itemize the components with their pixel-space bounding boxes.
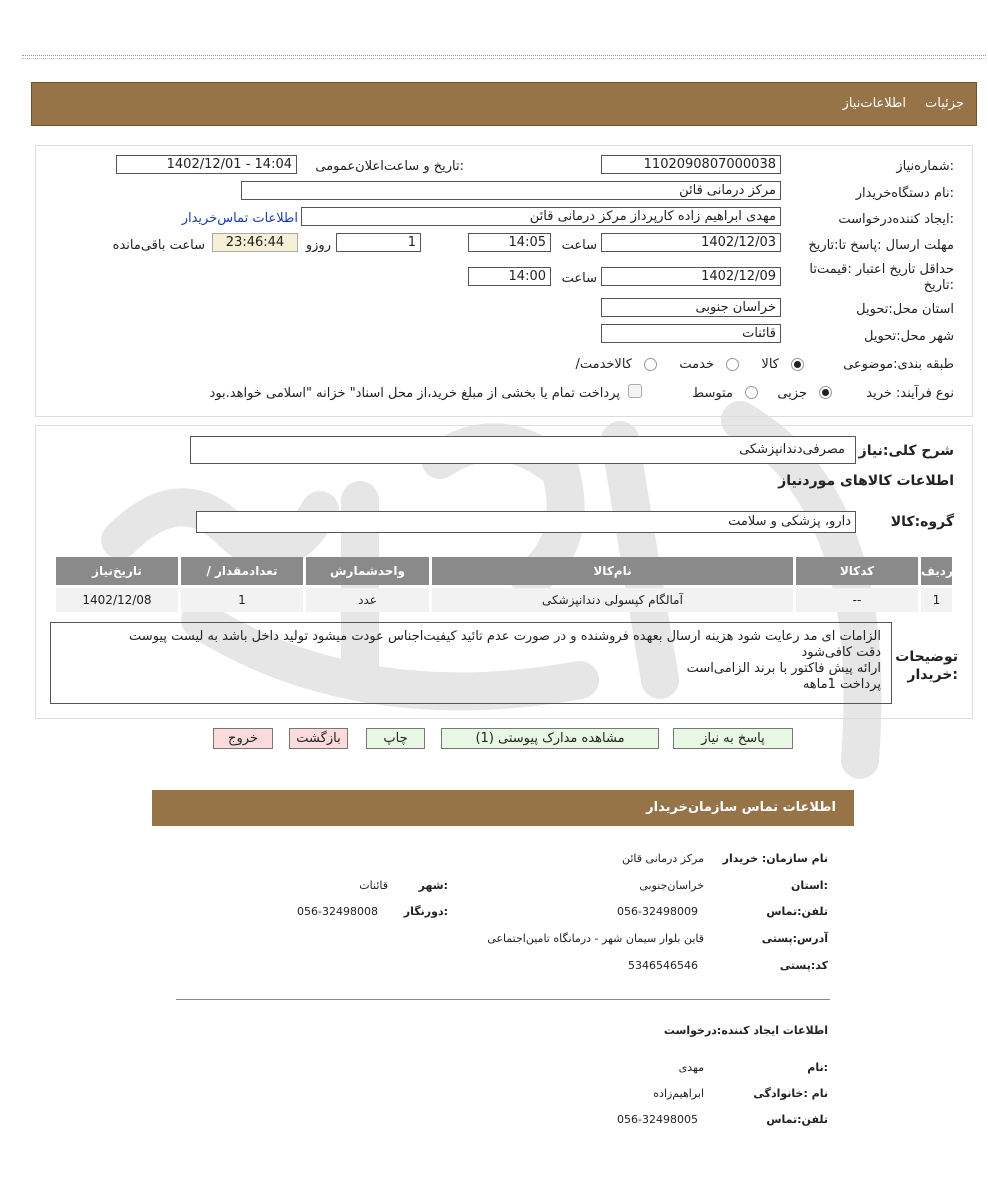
col-row-header: ردیف bbox=[921, 557, 952, 585]
category-label: طبقه بندی:موضوعی bbox=[843, 357, 954, 372]
table-cell-qty: 1 bbox=[181, 588, 303, 612]
creator-name-label: نام: bbox=[807, 1061, 828, 1074]
top-divider-2 bbox=[22, 58, 986, 59]
process-medium-radio[interactable] bbox=[745, 386, 758, 399]
deadline-time-label: ساعت bbox=[561, 238, 597, 253]
table-cell-row: 1 bbox=[921, 588, 952, 612]
contact-org-label: نام سازمان: خریدار bbox=[722, 852, 828, 865]
deadline-date-field: 1402/12/03 bbox=[601, 233, 781, 252]
group-field: دارو، پزشکی و سلامت bbox=[196, 511, 856, 533]
contact-address-label: آدرس:پستی bbox=[761, 932, 828, 945]
treasury-checkbox[interactable] bbox=[628, 384, 642, 398]
contact-city-label: شهر: bbox=[418, 879, 448, 892]
validity-label: حداقل تاریخ اعتبار :قیمت‌تا :تاریخ bbox=[809, 262, 954, 293]
creator-field: مهدی ابراهیم زاده کارپرداز مرکز درمانی قائن bbox=[301, 207, 781, 226]
table-cell-code: -- bbox=[796, 588, 918, 612]
notes-label: توضیحات :خریدار bbox=[895, 649, 958, 683]
col-date-header: تاریخ‌نیاز bbox=[56, 557, 178, 585]
page-header bbox=[31, 82, 977, 126]
contact-org-value: مرکز درمانی قائن bbox=[622, 852, 704, 865]
category-service-radio[interactable] bbox=[726, 358, 739, 371]
creator-phone-label: تلفن:تماس bbox=[766, 1113, 828, 1126]
province-label: استان محل:تحویل bbox=[856, 302, 954, 317]
category-goods-label: کالا bbox=[761, 357, 779, 372]
table-cell-unit: عدد bbox=[306, 588, 429, 612]
creator-label: ایجاد کننده‌درخواست: bbox=[838, 212, 954, 227]
contact-province-label: استان: bbox=[790, 879, 828, 892]
process-label: نوع فرآیند: خرید bbox=[866, 386, 954, 401]
treasury-note: پرداخت تمام یا بخشی از مبلغ خرید،از محل اسناد" خزانه "اسلامی خواهد.بود bbox=[209, 386, 620, 401]
need-number-label: شماره‌نیاز: bbox=[896, 159, 954, 174]
buyer-contact-link[interactable]: اطلاعات تماس‌خریدار bbox=[181, 211, 298, 226]
col-code-header: کدکالا bbox=[796, 557, 918, 585]
category-service-label: خدمت bbox=[679, 357, 714, 372]
contact-city-value: قائنات bbox=[359, 879, 388, 892]
contact-fax-value: 056-32498008 bbox=[297, 905, 378, 918]
contact-section-header bbox=[152, 790, 854, 826]
contact-postal-value: 5346546546 bbox=[628, 959, 698, 972]
contact-address-value: قاین بلوار سیمان شهر - درمانگاه تامین‌اجتماعی bbox=[487, 932, 704, 945]
summary-label: شرح کلی:نیاز bbox=[858, 443, 954, 459]
announce-label: تاریخ و ساعت‌اعلان‌عمومی: bbox=[315, 159, 464, 174]
creator-section-title: اطلاعات ایجاد کننده:درخواست bbox=[663, 1024, 828, 1037]
category-goods-radio[interactable] bbox=[791, 358, 804, 371]
notes-line-4: پرداخت 1ماهه bbox=[802, 677, 881, 692]
notes-line-3: ارائه پیش فاکتور با برند الزامی‌است bbox=[686, 661, 881, 676]
validity-date-field: 1402/12/09 bbox=[601, 267, 781, 286]
creator-family-value: ابراهیم‌زاده bbox=[653, 1087, 704, 1100]
remaining-time-field: 23:46:44 bbox=[212, 233, 298, 252]
deadline-label: مهلت ارسال :پاسخ تا:تاریخ bbox=[808, 238, 954, 253]
col-unit-header: واحدشمارش bbox=[306, 557, 429, 585]
process-medium-label: متوسط bbox=[692, 386, 733, 401]
goods-info-title: اطلاعات کالاهای موردنیاز bbox=[778, 473, 954, 489]
process-partial-label: جزیی bbox=[777, 386, 807, 401]
remaining-label: ساعت باقی‌مانده bbox=[112, 238, 205, 253]
creator-family-label: نام :خانوادگی bbox=[753, 1087, 828, 1100]
reply-button[interactable]: پاسخ به نیاز bbox=[673, 728, 793, 749]
tab-details[interactable]: جزئیات bbox=[925, 96, 964, 111]
tab-need-info[interactable]: اطلاعات‌نیاز bbox=[842, 96, 906, 111]
need-number-field: 1102090807000038 bbox=[601, 155, 781, 174]
creator-phone-value: 056-32498005 bbox=[617, 1113, 698, 1126]
notes-box bbox=[50, 622, 892, 704]
province-field: خراسان جنوبی bbox=[601, 298, 781, 317]
contact-postal-label: کد:پستی bbox=[779, 959, 828, 972]
notes-line-2: دقت کافی‌شود bbox=[801, 645, 881, 660]
table-cell-name: آمالگام کپسولی دندانپزشکی bbox=[432, 588, 793, 612]
col-name-header: نام‌کالا bbox=[432, 557, 793, 585]
table-cell-date: 1402/12/08 bbox=[56, 588, 178, 612]
days-label: روزو bbox=[305, 238, 331, 253]
contact-province-value: خراسان‌جنوبی bbox=[639, 879, 704, 892]
contact-phone-label: تلفن:تماس bbox=[766, 905, 828, 918]
exit-button[interactable]: خروج bbox=[213, 728, 273, 749]
category-both-radio[interactable] bbox=[644, 358, 657, 371]
back-button[interactable]: بازگشت bbox=[289, 728, 348, 749]
contact-section-title: اطلاعات تماس سازمان‌خریدار bbox=[646, 800, 836, 815]
category-both-label: /کالاخدمت bbox=[575, 357, 632, 372]
city-field: قائنات bbox=[601, 324, 781, 343]
attachments-button[interactable]: مشاهده مدارک پیوستی (1) bbox=[441, 728, 659, 749]
days-field: 1 bbox=[336, 233, 421, 252]
buyer-org-field: مرکز درمانی قائن bbox=[241, 181, 781, 200]
deadline-time-field: 14:05 bbox=[468, 233, 551, 252]
group-label: گروه:کالا bbox=[890, 514, 954, 530]
contact-fax-label: دورنگار: bbox=[403, 905, 448, 918]
print-button[interactable]: چاپ bbox=[366, 728, 425, 749]
contact-phone-value: 056-32498009 bbox=[617, 905, 698, 918]
contact-divider bbox=[176, 999, 830, 1000]
process-partial-radio[interactable] bbox=[819, 386, 832, 399]
buyer-org-label: نام دستگاه‌خریدار: bbox=[855, 186, 954, 201]
announce-field: 1402/12/01 - 14:04 bbox=[116, 155, 297, 174]
notes-line-1: الزامات آی مد رعایت شود هزینه ارسال بعهده فروشنده و در صورت عدم تائید کیفیت‌اجناس عودت میشود تولید داخل باشد به لیست پیوست bbox=[129, 629, 881, 644]
summary-field: مصرفی‌دندانپزشکی bbox=[190, 436, 856, 464]
validity-time-field: 14:00 bbox=[468, 267, 551, 286]
top-divider bbox=[22, 55, 986, 56]
creator-name-value: مهدی bbox=[678, 1061, 704, 1074]
validity-time-label: ساعت bbox=[561, 271, 597, 286]
col-qty-header: / تعدادمقدار bbox=[181, 557, 303, 585]
city-label: شهر محل:تحویل bbox=[864, 329, 954, 344]
